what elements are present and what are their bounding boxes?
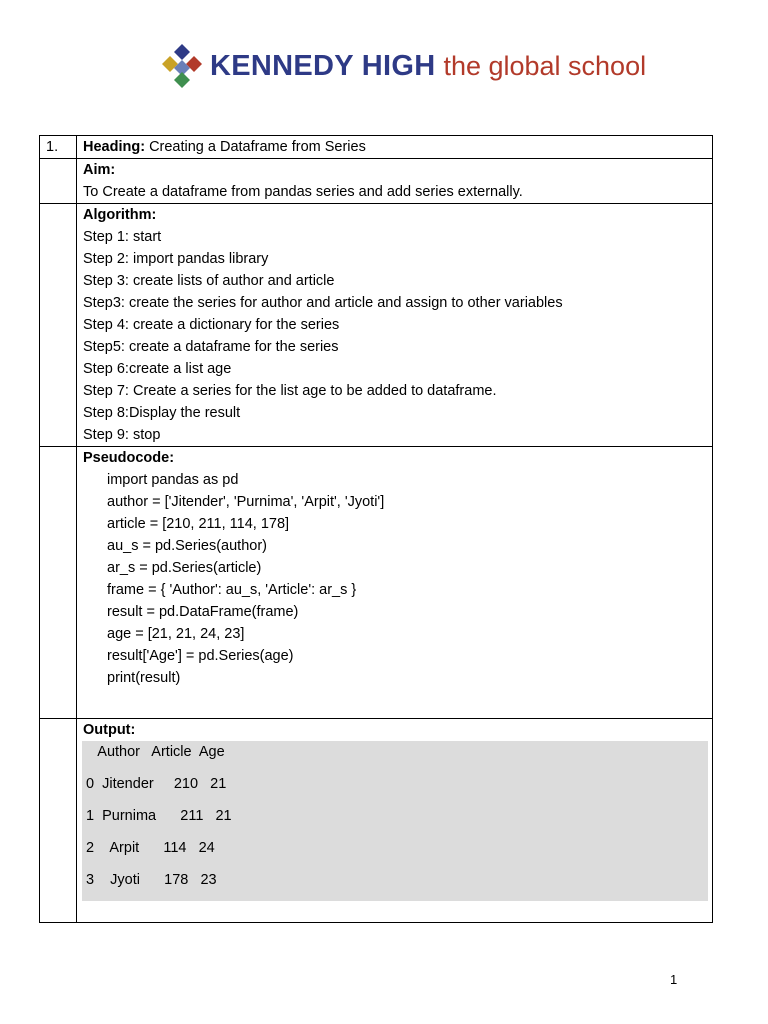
algorithm-step: Step 1: start — [83, 229, 162, 245]
heading-label: Heading: — [83, 139, 146, 155]
pseudocode-line: author = ['Jitender', 'Purnima', 'Arpit', 'Jyoti'] — [107, 494, 385, 510]
algorithm-step: Step3: create the series for author and article and assign to other variables — [83, 295, 563, 311]
pseudocode-line: au_s = pd.Series(author) — [107, 538, 267, 554]
school-logo — [160, 40, 646, 92]
algorithm-step: Step 4: create a dictionary for the series — [83, 317, 340, 333]
output-line: 1 Purnima 211 21 — [86, 808, 232, 824]
pseudocode-line: frame = { 'Author': au_s, 'Article': ar_s } — [107, 582, 357, 598]
algorithm-step: Step 6:create a list age — [83, 361, 232, 377]
output-cell — [77, 719, 713, 923]
pseudocode-line: result = pd.DataFrame(frame) — [107, 604, 299, 620]
algorithm-step: Step5: create a dataframe for the series — [83, 339, 339, 355]
pseudocode-line: age = [21, 21, 24, 23] — [107, 626, 245, 642]
algorithm-step: Step 9: stop — [83, 427, 161, 443]
pseudocode-row — [40, 447, 713, 719]
pseudocode-line: import pandas as pd — [107, 472, 239, 488]
output-line: 3 Jyoti 178 23 — [86, 872, 217, 888]
row-number: 1. — [40, 136, 77, 159]
output-block — [82, 741, 708, 901]
output-line: Author Article Age — [86, 744, 225, 760]
diamond-emblem-icon — [160, 42, 204, 90]
pseudocode-label: Pseudocode: — [83, 450, 175, 466]
algorithm-cell — [77, 204, 713, 447]
algorithm-step: Step 7: Create a series for the list age to be added to dataframe. — [83, 383, 497, 399]
output-line: 0 Jitender 210 21 — [86, 776, 227, 792]
exercise-table — [39, 135, 713, 923]
algorithm-row — [40, 204, 713, 447]
output-row — [40, 719, 713, 923]
algorithm-step: Step 8:Display the result — [83, 405, 241, 421]
pseudocode-line: ar_s = pd.Series(article) — [107, 560, 262, 576]
pseudocode-line: article = [210, 211, 114, 178] — [107, 516, 290, 532]
pseudocode-line: result['Age'] = pd.Series(age) — [107, 648, 294, 664]
page-number: 1 — [670, 972, 678, 987]
output-line: 2 Arpit 114 24 — [86, 840, 215, 856]
logo-brand: KENNEDY HIGH — [210, 49, 436, 82]
logo-tagline: the global school — [443, 50, 647, 81]
heading-cell — [77, 136, 713, 159]
heading-row — [40, 136, 713, 159]
algorithm-step: Step 3: create lists of author and article — [83, 273, 335, 289]
aim-label: Aim: — [83, 162, 116, 178]
aim-cell — [77, 159, 713, 204]
heading-text: Creating a Dataframe from Series — [149, 139, 366, 155]
pseudocode-cell — [77, 447, 713, 719]
pseudocode-line: print(result) — [107, 670, 181, 686]
aim-text: To Create a dataframe from pandas series and add series externally. — [83, 184, 523, 200]
output-label: Output: — [83, 722, 136, 738]
algorithm-label: Algorithm: — [83, 207, 157, 223]
algorithm-step: Step 2: import pandas library — [83, 251, 269, 267]
aim-row — [40, 159, 713, 204]
